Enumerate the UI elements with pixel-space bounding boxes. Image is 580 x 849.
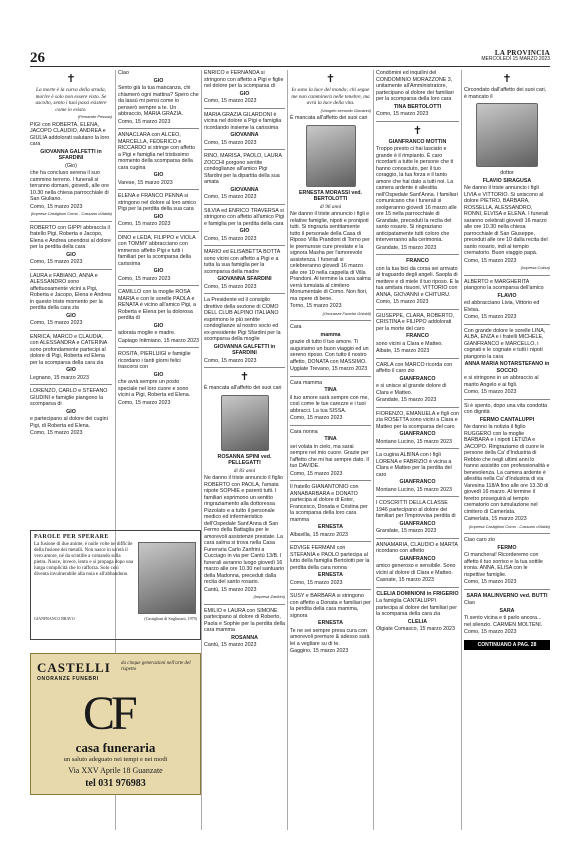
notice-text: Cara <box>290 324 302 330</box>
deceased-name: GIO <box>66 367 76 373</box>
separator <box>376 309 459 310</box>
deceased-photo <box>306 125 356 187</box>
column-divider <box>201 70 202 830</box>
notice-body: con la tua bici da corsa sei arrivato al traguardo degli angeli. Saopla di mettere e di miele il tuo riposo. E la tua amitara risuoni, VITTORIO con ANNA, GIOVANNI e CHITURU. <box>376 265 459 298</box>
notice-text: FIORENZO, EMANUELA e figli con zia ROSETTA sono vicini a Clara e Matteo per la scomparsa del caro <box>376 410 459 430</box>
notice-place-date: Camerlata, 15 marzo 2023 <box>464 516 527 522</box>
notice-place-date: Como, 15 marzo 2023 <box>464 629 517 635</box>
notice-body: amico generoso e sensibile. Sono vicini al dolore di Clara e Matteo. <box>376 563 456 576</box>
notice-place-date: Varese, 15 marzo 2023 <box>118 179 173 186</box>
deceased-name: GIANFRANCO MOTTIN <box>388 138 447 145</box>
notice-text: Circondato dall'affetto dei suoi cari, è mancato il <box>464 87 547 100</box>
separator <box>118 285 199 286</box>
ad-brand: CASTELLI <box>37 660 111 675</box>
deceased-name: ROSANNA SPINI ved. PELLEGATTI <box>217 453 272 466</box>
deceased-age: di 96 anni <box>319 203 342 210</box>
deceased-name: GIANFRANCO <box>399 375 436 382</box>
notice-body: Troppo presto ci hai lasciato e grande è il rimpianto. È caro ricordarti a tutte le persone che ti hanno conosciuto, per il tuo coraggio, la tua forza e il tanto amore che hai dato a tutti noi. La camera ardente è allestita nell'Ospedale Sant'Anna. I familiari comunicano che i funerali si svolgeranno giovedì 16 marzo alle ore 15 nella parrocchiale di Grandate, preceduti la recita del santo rosario. Si ringraziano anticipatamente tutti coloro che interverranno alla cerimonia. <box>376 146 458 243</box>
notice-text: Il fratello GIANANTONIO con ANNABARBARA e DONATO partecipa al dolore di Ester, Francesco, Donata e Cristina per la scomparsa della loro cara mamma <box>290 484 368 523</box>
cross-icon: ✝ <box>66 73 76 85</box>
continued-banner: CONTINUANO A PAG. 28 <box>464 640 550 651</box>
funeral-agency: (Impresa Castiglioni Como - Cassano d'Adda) <box>468 523 550 529</box>
notice-place-date: Albate, 15 marzo 2023 <box>376 348 430 354</box>
separator <box>204 245 285 246</box>
column-divider <box>287 70 288 830</box>
notice-place-date: Como, 15 marzo 2023 <box>376 299 429 305</box>
notice-text: È mancata all'affetto dei suoi cari <box>204 385 282 391</box>
notice-place-date: Como, 15 marzo 2023 <box>118 399 171 406</box>
notice-text: La Presidente ed il consiglio direttivo della sezione di COMO DELL CLUB ALPINO ITALIANO esprimono le più sentite condoglianze al nostro socio ed ex-presidente Pigi Sfardini per la scomparsa della moglie <box>204 297 281 342</box>
notice-text: GIUSEPPE, CLARA, ROBERTO, CRISTINA e FILIPPO addolorati per la morte del caro <box>376 312 455 332</box>
notice-place-date: Como, 15 marzo 2023 <box>464 389 517 395</box>
notice-body: Ne danno il triste annuncio i figli e relative famiglie, nipoti e pronipoti tutti. Si ringrazia sentitamente tutto il personale della Casa di Riposo Villa Prandoni di Torno per le premurose cure prestate e la signora Masha per l'amorevole assistenza. I funerali si celebreranno giovedì 16 marzo alle ore 10 nella cappella di Villa Prandoni. Al termine la cara salma verrà tumulata al cimitero Monumentale di Como. Non fiori, ma opere di bene. <box>290 211 371 302</box>
separator <box>464 533 550 534</box>
cross-icon: ✝ <box>412 124 423 137</box>
ad-tagline: da cinque generazioni nell'arte del rispetto <box>121 661 191 672</box>
notice-body: sono vicini a Clara e Matteo. <box>376 340 443 347</box>
separator <box>464 399 550 400</box>
cross-icon: ✝ <box>325 73 336 85</box>
separator <box>118 128 199 129</box>
notice-place-date: Grandate, 15 marzo 2023 <box>376 397 437 403</box>
notice-place-date: Como, 15 marzo 2023 <box>464 314 517 320</box>
notice-text: Si è spento, dopo una vita condotta con dignità <box>464 402 548 415</box>
notice-place-date: Torno, 15 marzo 2023 <box>290 303 342 309</box>
deceased-name: FRANCO <box>406 333 429 339</box>
column-1 <box>30 70 112 528</box>
deceased-name: ERNESTA <box>318 524 343 530</box>
separator <box>204 204 285 205</box>
notice-place-date: Montano Lucino, 15 marzo 2023 <box>376 438 452 445</box>
separator <box>204 108 285 109</box>
notice-place-date: Como, 15 marzo 2023 <box>30 203 83 210</box>
separator <box>290 376 371 377</box>
separator <box>376 496 459 497</box>
notice-text: RINO, MARISA, PAOLO, LAURA ZOCCHI porgono sentite condoglianze all'amico Pigi Sfardini per la dipartita della sua amata <box>204 153 282 185</box>
deceased-title: dottor <box>500 170 514 176</box>
deceased-name: FLAVIO SIRAGUSA <box>482 177 532 184</box>
notice-quote: Io sono la luce del mondo; chi segue me non camminerà nelle tenebre, ma avrà la luce della vita. <box>291 87 370 106</box>
separator <box>118 231 199 232</box>
notice-text: MARIA GRAZIA GILARDONI è vicina nel dolore a Pigi e famiglia ricordando insieme la carissima <box>204 111 282 131</box>
notice-place-date: Montano Lucino, 15 marzo 2023 <box>376 486 452 493</box>
column-3 <box>204 70 285 830</box>
column-divider <box>461 70 462 830</box>
deceased-name: TINA BERTOLOTTI <box>393 103 442 110</box>
separator <box>376 448 459 449</box>
notice-text: PIGI con ROBERTA, ELENA, JACOPO CLAUDIO, ANDREA e GIULIA addolorati salutano la loro cara <box>30 121 110 147</box>
notice-text: ROBERTO con GIPPI abbraccia il fratello Pigi, Roberta e Jacopo, Elena e Andrea unendosi al dolore per la perdita della cara <box>30 224 111 250</box>
notice-place-date: Como, 15 marzo 2023 <box>30 259 83 265</box>
notice-place-date: Legnano, 15 marzo 2023 <box>30 374 89 381</box>
separator <box>290 320 371 321</box>
deceased-name: GIOVANNA GALFETTI in SFARDINI <box>213 343 276 356</box>
funeral-agency: (Onoranze Funebri Ghioldi) <box>322 310 371 316</box>
separator <box>290 541 371 542</box>
deceased-name: ANNA MARIA NOTARSTEFANO in SOCCIO <box>464 361 550 374</box>
notice-text: ANNAMARIA, CLAUDIO e MARTA ricordano con affetto <box>376 541 458 554</box>
deceased-name: GIO <box>153 172 164 178</box>
notice-text: Condòmini ed inquilini del CONDOMINIO MORAZZONE 3, unitamente all'Amministratore, partecipano al dolore dei familiari per la scomparsa della loro cara <box>376 70 454 102</box>
notice-text: SILVIA ed ENRICO TRAVERSA si stringono con affetto all'amico Pigi e famiglia per la perdita della cara <box>204 207 285 227</box>
deceased-name: SARA <box>499 607 515 614</box>
notice-place-date: Uggiate Trevano, 15 marzo 2023 <box>290 366 368 372</box>
notice-place-date: Cantù, 15 marzo 2023 <box>204 586 257 593</box>
notice-body: il tuo amore sarà sempre con me, così come le tue carezze e i tuoi abbracci. La tua SISSA. <box>290 394 369 414</box>
cross-icon: ✝ <box>239 371 250 383</box>
ad-subtitle: ONORANZE FUNEBRI <box>37 676 99 682</box>
column-6 <box>464 70 550 830</box>
deceased-name: mamma <box>320 331 341 338</box>
separator <box>376 121 459 122</box>
notice-place-date: Como, 15 marzo 2023 <box>118 221 171 227</box>
separator <box>204 293 285 294</box>
deceased-name: GIO <box>66 408 76 415</box>
ad-logo: CF <box>83 687 134 740</box>
notice-text: CAMILLO con la moglie ROSA MARIA e con le sorelle PAOLA e RENATA è vicino all'amico Pigi, a Roberta e Elena per la dolorosa perdita di <box>118 289 196 321</box>
deceased-photo <box>476 103 538 167</box>
deceased-name: GIANFRANCO <box>399 520 436 527</box>
notice-body: Sento già la tua mancanza, chi chiamerò ogni mattina? Spero che da lassù mi pensi come io penserò sempre a te. Un abbraccio, MARIA GRAZIA. <box>118 85 199 117</box>
notice-place-date: Como, 15 marzo 2023 <box>204 283 257 290</box>
deceased-name: GIO <box>66 312 76 319</box>
deceased-name: GIOVANNA <box>230 186 259 193</box>
box-text: La fusione di due anime, è nulle volte ne difficile della fusione dei metalli. Non nasce in un'età il vero amore, né da scintille a comando sulla pietra. Nasce, invece, lento e si propaga dopo una lunga complicità che lo rafforza. Solo così diventa invulnerabile alla noia e all'abbandono. <box>34 542 134 577</box>
deceased-name: GIO <box>239 228 250 234</box>
notice-text: DINO e LEDA, FILIPPO e VIOLA con TOMMY abbracciano con immenso affetto Pigi e tutti i familiari per la scomparsa della carissima <box>118 234 196 267</box>
notice-place-date: Como, 15 marzo 2023 <box>204 139 257 146</box>
parole-per-sperare-box <box>30 530 201 640</box>
separator <box>118 189 199 190</box>
separator <box>464 324 550 325</box>
notice-body: che avrà sempre un posto speciale nel loro cuore e sono vicini a Pigi, Roberta ed Elena. <box>118 379 191 398</box>
separator <box>464 275 550 276</box>
notice-text: ENRICA, MARCO e CLAUDIA, con ALESSANDRA e CATERINA sono profondamente partecipi al dolore di Pigi, Roberta ed Elena per la scomparsa della cara zia <box>30 333 108 366</box>
notice-body: e si unisce al grande dolore di Clara e Matteo. <box>376 383 447 396</box>
deceased-nickname: (Gio) <box>65 162 77 169</box>
separator <box>30 221 112 222</box>
notice-place-date: Como, 15 marzo 2023 <box>204 98 257 104</box>
notice-body: sei volata in cielo, ma sarai sempre nel mio cuore. Grazie per l'affetto che mi hai sempre dato. Il tuo DAVIDE. <box>290 443 369 469</box>
column-divider <box>373 70 374 830</box>
separator <box>204 367 285 368</box>
deceased-photo <box>221 395 269 451</box>
ad-slogan: un saluto adeguato nei tempi e nei modi <box>63 756 168 763</box>
notice-body: Ne danno il triste annuncio il figlio ROBERTO con PAOLA, l'amata nipote SOPHIE e parenti tutti. I familiari esprimono un sentito ringraziamento alla dottoressa Pizzolato e a tutto il personale medico ed infermieristico dell'Ospedale Sant'Anna di San Fermo della Battaglia per le amorevoli assistenze prestate. La cara salma si trova nella Casa Funeraria Carlo Zanfrini a Cucciago in via per Cantù 13/B. I funerali avranno luogo giovedì 16 marzo alle ore 10.30 nel santuario della Madonna, preceduti dalla recita del santo rosario. <box>204 475 285 585</box>
notice-text: ROSITA, PIERLUIGI e famiglie ricordano i tanti giorni felici trascorsi con <box>118 351 191 370</box>
funeral-agency: (Impresa Zanfrini) <box>253 594 285 599</box>
column-5 <box>376 70 459 830</box>
notice-text: CARLA con MARCO ricorda con affetto il caro zio <box>376 361 453 374</box>
masthead-date: MERCOLEDÌ 15 MARZO 2023 <box>481 56 550 62</box>
notice-text: ENRICO e FERNANDA si stringono con affetto a Pigi e figlie nel dolore per la scomparsa di <box>204 70 284 89</box>
notice-body: Te ne sei sempre presa cura con amorevoli premure & adesso sarà lei a vegliare su di te. <box>290 627 370 647</box>
deceased-name: FLAVIO <box>497 292 517 299</box>
notice-place-date: Cantù, 15 marzo 2023 <box>204 642 257 648</box>
notice-place-date: Como, 15 marzo 2023 <box>204 357 257 364</box>
deceased-name: FRANCO <box>406 258 429 264</box>
notice-text: EDVIGE FERMANI con STEFANIA e PAOLO partecipa al lutto della famiglia Bertolotti per la perdita della cara nonna <box>290 545 370 571</box>
notice-text: È mancata all'affetto dei suoi cari <box>290 115 368 121</box>
deceased-name: GIANFRANCO <box>399 479 436 485</box>
deceased-name: ERNESTA <box>318 572 343 578</box>
notice-place-date: Casnate, 15 marzo 2023 <box>376 577 435 583</box>
deceased-name: ERNESTA MORASSI ved. BERTOLOTTI <box>299 189 362 202</box>
notice-place-date: Grandate, 15 marzo 2023 <box>376 244 437 251</box>
separator <box>290 480 371 481</box>
deceased-name: TINA <box>324 387 337 393</box>
notice-place-date: Como, 15 marzo 2023 <box>290 470 343 477</box>
notice-place-date: Como, 15 marzo 2023 <box>118 118 171 125</box>
page-header <box>0 0 580 68</box>
notice-place-date: Como, 15 marzo 2023 <box>290 579 343 586</box>
deceased-name: GIO <box>153 77 164 84</box>
deceased-name: SARA MALINVERNO ved. BUTTI <box>466 592 548 599</box>
separator <box>30 330 112 331</box>
notice-place-date: Como, 15 marzo 2023 <box>464 579 517 585</box>
notice-quote-author: (Fernando Pessoa) <box>77 114 112 119</box>
separator <box>376 538 459 539</box>
notice-place-date: Como, 15 marzo 2023 <box>464 257 517 264</box>
notice-place-date: Como, 15 marzo 2023 <box>376 111 429 117</box>
box-signature: GIANFRANCO BRAVO <box>34 616 75 621</box>
deceased-name: GIO <box>153 213 164 220</box>
deceased-name: FERMO <box>497 544 517 551</box>
deceased-name: TINA <box>324 436 337 442</box>
notice-text: I COSCRITTI DELLA CLASSE 1946 partecipano al dolore dei familiari per l'improvvisa perdita di <box>376 500 456 519</box>
separator <box>290 589 371 590</box>
notice-body: La famiglia CANTALUPPI partecipa al dolore dei familiari per la scomparsa della cara zia <box>376 598 457 617</box>
notice-place-date: Como, 15 marzo 2023 <box>204 194 257 200</box>
notice-text: Ciao <box>118 70 129 76</box>
masthead-title: LA PROVINCIA <box>494 49 550 57</box>
notice-text: Cara nonna <box>290 428 318 435</box>
deceased-name: GIO <box>66 251 76 258</box>
notice-quote: La morte è la curva della strada, morire è solo non essere visto. Se ascolto, sento i tuoi passi esistere come io esisto. <box>35 87 107 113</box>
separator <box>290 425 371 426</box>
deceased-name: GIOVANNA SFARDINI <box>217 276 272 282</box>
notice-body: Ne danno il triste annuncio i figli LIVIA e VITTORIO. Si uniscono al dolore PIETRO, BARBARA, ROSSELLA, ALESSANDRO, RONNI, ELVISA e ELENA. I funerali saranno celebrati giovedì 16 marzo alle ore 10.30 nella chiesa parrocchiale di San Giuseppe, preceduti alle ore 10 dalla recita del santo rosario, indi al tempio crematorio. Buon viaggio papà. <box>464 185 549 256</box>
notice-place-date: Como, 15 marzo 2023 <box>30 320 83 326</box>
deceased-name: ROSANNA <box>231 634 258 641</box>
separator <box>204 149 285 150</box>
notice-text: ALBERTO e MARGHERITA piangono la scomparsa dell'amico <box>464 278 544 291</box>
deceased-age: di 83 anni <box>233 467 256 474</box>
notice-text: La cugina ALBINA con i figli LORENA e FABRIZIO è vicina a Clara e Matteo per la perdita del caro <box>376 452 452 478</box>
notice-text: Con grande dolore le sorelle LINA, ALBA, ENZA e i fratelli MICHELE, GIANFRANCO e MARCELLO, i cognati e le cognate e tutti i nipoti piangono la cara <box>464 327 546 360</box>
box-credit: (Castiglioni di Sirgliutarti, 1979) <box>144 616 197 621</box>
separator <box>376 587 459 588</box>
deceased-name: GIO <box>239 90 250 97</box>
deceased-name: GIANFRANCO <box>399 431 436 437</box>
notice-body: Ne danno la notizia il figlio RUGGERO con la moglie BARBARA e i nipoti LETIZIA e JACOPO. Ringraziamo di cuore le persone della Ca' d'Industria di Rebbio che negli ultimi anni lo hanno assistito con professionalità e benevolenza. La camera ardente è allestita nella Ca' d'Industria di via Varesina 118/A fino alle ore 13.30 di giovedì 16 marzo. Al termine il feretro proseguirà al tempio crematorio con tumulazione nel cimitero di Camerlata. <box>464 424 550 515</box>
separator <box>376 358 459 359</box>
masthead <box>481 50 550 62</box>
notice-body: Ci mancherai! Ricorderemo con affetto il tuo sorriso e la tua sottile ironia. ANNA, ELISA con le rispettive famiglie. <box>464 552 543 578</box>
separator <box>376 407 459 408</box>
page-number: 26 <box>30 50 45 66</box>
castelli-advertisement <box>30 653 201 795</box>
separator <box>30 269 112 270</box>
notice-body: e partecipano al dolore dei cugini Pigi, di Roberta ed Elena. <box>30 416 108 429</box>
notice-body: ed abbracciano Livia, Vittorio ed Elvisa. <box>464 300 540 313</box>
deceased-name: GIO <box>153 322 164 329</box>
cross-icon: ✝ <box>502 73 512 85</box>
notice-place-date: Como, 15 marzo 2023 <box>204 235 257 242</box>
notice-text: Ciao caro zio <box>464 537 495 543</box>
separator <box>30 384 112 385</box>
box-photo <box>138 542 196 614</box>
notice-text: Cara mamma <box>290 379 323 386</box>
deceased-name: GIOVANNA GALFETTI in SFARDINI <box>40 148 102 161</box>
separator <box>204 604 285 605</box>
notice-text: ANNACLARA con ALCEO, MARCELLA, FEDERICO e RICCARDO si stringe con affetto a Pigi e famiglia nel tristissimo momento della scomparsa della cara cugina <box>118 132 196 171</box>
notice-text: MARIO ed ELISABETTA BOTTA sono vicini con affetto a Pigi e a tutta la sua famiglia per la scomparsa della madre <box>204 249 281 275</box>
deceased-name: ERNESTA <box>318 620 343 626</box>
deceased-name: CLELIA DOMINIONI in FRIGERIO <box>376 590 459 597</box>
notice-text: LORENZO, CARLO e STEFANO GIUDINI e famiglie piangono la scomparsa di <box>30 388 108 407</box>
funeral-agency: (Impresa Castiglioni Como - Cassano d'Adda) <box>30 211 112 216</box>
notice-body: grazie di tutto il tuo amore. Ti auguriamo un buon viaggio ed un sereno riposo. Con tutto il nostro affetto, DONATA con MASSIMO. <box>290 339 369 365</box>
deceased-name: CLELIA <box>407 618 428 625</box>
notice-place-date: Como, 15 marzo 2023 <box>30 430 83 436</box>
column-4 <box>290 70 371 830</box>
deceased-name: GIO <box>153 371 164 378</box>
separator <box>376 254 459 255</box>
notice-text: ELENA e FRANCO PENNA si stringono nel dolore al loro amico Pigi per la perdita della sua cara <box>118 193 197 212</box>
notice-body: adorata moglie e madre. <box>118 330 176 336</box>
notice-text: Ciao <box>464 600 475 606</box>
ad-phone: tel 031 976983 <box>85 778 146 789</box>
notice-text: SUSY e BARBARA si stringono con affetto a Donata e familiari per la perdita della cara mamma, signora <box>290 593 371 619</box>
separator <box>464 589 550 590</box>
ad-address: Via XXV Aprile 18 Guanzate <box>68 766 163 775</box>
separator <box>118 347 199 348</box>
notice-body: e si stringono in un abbraccio al marito Angelo e ai figli. <box>464 375 539 388</box>
notice-quote-source: (Vangelo secondo Giovanni) <box>320 107 371 113</box>
funeral-agency: (Impresa Colisa) <box>520 265 550 270</box>
notice-place-date: Capiago Intimiano, 15 marzo 2023 <box>118 337 199 344</box>
notice-place-date: Grandate, 15 marzo 2023 <box>376 528 437 534</box>
notice-body: Ti sento vicina e ti parlo ancora... nel silenzio. CARMEN MOLTENI. <box>464 615 543 628</box>
notice-place-date: Gaggino, 15 marzo 2023 <box>290 648 349 654</box>
notice-text: LAURA e FABIANO, ANNA e ALESSANDRO sono affettuosamente vicini a Pigi, Roberta e Jacopo, Elena e Andrea in questo triste momento per la perdita della cara zia <box>30 272 111 311</box>
box-title: PAROLE PER SPERARE <box>34 534 109 540</box>
deceased-name: GIOVANNA <box>230 132 259 138</box>
ad-casa: casa funeraria <box>75 740 156 755</box>
notice-text: EMILIO e LAURA con SIMONE partecipano al dolore di Roberto, Paola e Sophie per la perdita della cara mamma <box>204 607 285 633</box>
notice-place-date: Como, 15 marzo 2023 <box>118 275 171 282</box>
header-rule <box>30 66 550 67</box>
notice-place-date: Olgiate Comasco, 15 marzo 2023 <box>376 626 455 632</box>
column-2 <box>118 70 199 520</box>
deceased-name: FERMO CANTALUPPI <box>479 416 535 423</box>
notice-place-date: Como, 15 marzo 2023 <box>290 415 343 421</box>
notice-body: che ha concluso serena il suo cammino terreno. I funerali si terranno domani, giovedì, alle ore 10.30 nella chiesa parrocchiale di San Giuliano. <box>30 170 109 202</box>
notice-place-date: Albavilla, 15 marzo 2023 <box>290 531 349 538</box>
deceased-name: GIANFRANCO <box>399 555 436 562</box>
deceased-name: GIO <box>153 268 164 274</box>
